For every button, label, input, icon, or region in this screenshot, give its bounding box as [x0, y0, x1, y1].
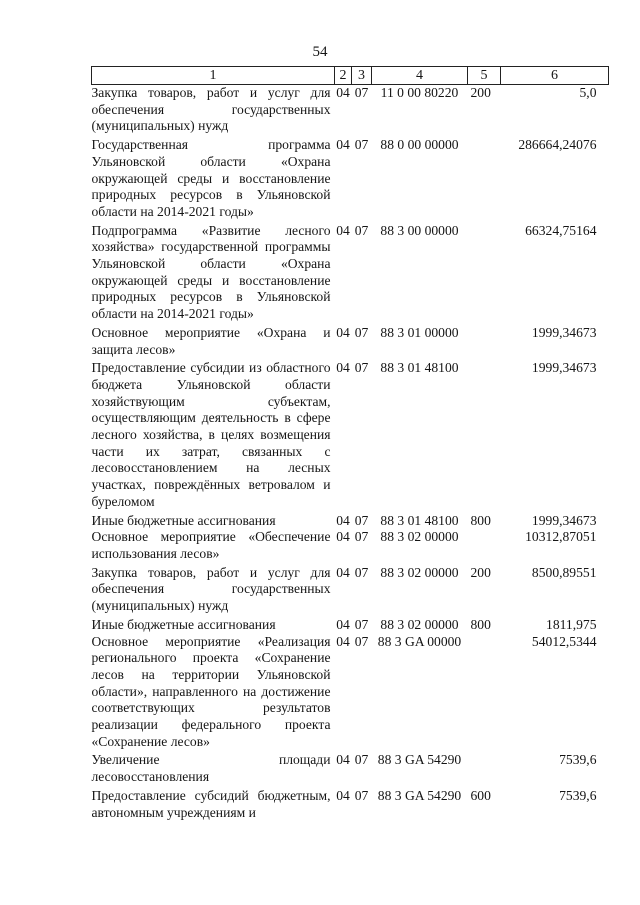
header-cell: 6: [501, 67, 609, 85]
row-name: Предоставление субсидии из областного бюджета Ульяновской области хозяйствующим субъектам, осуществляющим деятельность в сфере лесного хозяйства, в целях возмещения части их затрат, связанных с лесовосстановлением на лесных участках, повреждённых ветровалом и буреломом: [91, 360, 331, 509]
header-cell: 4: [372, 67, 468, 85]
row-name: Иные бюджетные ассигнования: [91, 616, 276, 632]
row-target-article: 88 3 02 00000: [380, 616, 459, 632]
row-section: 04: [336, 633, 350, 649]
row-name: Закупка товаров, работ и услуг для обеспечения государственных (муниципальных) нужд: [91, 564, 331, 614]
row-name: Предоставление субсидий бюджетным, автономным учреждениям и: [91, 787, 331, 820]
row-amount: 7539,6: [559, 787, 597, 803]
row-subsection: 07: [354, 360, 369, 376]
row-amount: 7539,6: [559, 752, 597, 768]
row-name: Увеличение площади лесовосстановления: [91, 752, 331, 785]
row-amount: 8500,89551: [531, 564, 597, 580]
row-target-article: 88 3 GA 00000: [377, 633, 462, 649]
table-row: [92, 752, 609, 787]
row-target-article: 88 3 00 00000: [380, 222, 459, 238]
row-name: Основное мероприятие «Охрана и защита лесов»: [91, 324, 331, 357]
row-amount: 54012,5344: [531, 633, 597, 649]
row-subsection: 07: [354, 529, 369, 545]
row-expense-type: [468, 137, 501, 223]
table-row: [92, 325, 609, 360]
row-subsection: 07: [354, 324, 369, 340]
row-expense-type: 200: [470, 564, 491, 580]
row-section: 04: [336, 564, 350, 580]
row-amount: 1999,34673: [531, 360, 597, 376]
row-target-article: 88 3 01 48100: [380, 360, 459, 376]
row-target-article: 88 0 00 00000: [380, 137, 459, 153]
row-name: Государственная программа Ульяновской области «Охрана окружающей среды и восстановление природных ресурсов в Ульяновской области на 2014-2021 годы»: [91, 137, 331, 219]
row-name: Основное мероприятие «Обеспечение использования лесов»: [91, 529, 331, 561]
header-cell: 3: [352, 67, 372, 85]
header-cell: 1: [92, 67, 335, 85]
row-amount: 286664,24076: [518, 137, 597, 153]
row-section: 04: [336, 752, 350, 768]
budget-table: [91, 66, 609, 821]
row-amount: 66324,75164: [525, 222, 597, 238]
row-subsection: 07: [354, 512, 369, 528]
row-subsection: 07: [354, 752, 369, 768]
table-row: [92, 617, 609, 634]
row-target-article: 88 3 02 00000: [380, 529, 459, 545]
row-section: 04: [336, 512, 350, 528]
table-row: [92, 634, 609, 753]
row-target-article: 88 3 01 00000: [380, 324, 459, 340]
row-expense-type: 800: [470, 512, 491, 528]
row-expense-type: 800: [470, 616, 491, 632]
header-row: [92, 67, 609, 85]
row-target-article: 88 3 GA 54290: [377, 787, 462, 803]
row-target-article: 88 3 01 48100: [380, 512, 459, 528]
row-expense-type: [468, 634, 501, 753]
table-row: [92, 137, 609, 223]
row-subsection: 07: [354, 85, 369, 100]
row-subsection: 07: [354, 137, 369, 153]
table-row: [92, 513, 609, 530]
row-section: 04: [336, 787, 350, 803]
row-name: Закупка товаров, работ и услуг для обеспечения государственных (муниципальных) нужд: [91, 85, 331, 134]
row-amount: 1999,34673: [531, 324, 597, 340]
row-subsection: 07: [354, 222, 369, 238]
row-section: 04: [336, 222, 350, 238]
row-amount: 10312,87051: [525, 529, 597, 545]
row-section: 04: [336, 85, 350, 100]
row-amount: 5,0: [579, 85, 597, 100]
row-expense-type: 200: [470, 85, 491, 100]
table-row: [92, 565, 609, 617]
table-row: [92, 85, 609, 138]
row-name: Подпрограмма «Развитие лесного хозяйства» государственной программы Ульяновской области «Охрана окружающей среды и восстановление природных ресурсов в Ульяновской области на 2014-2021 годы»: [91, 222, 331, 322]
row-section: 04: [336, 137, 350, 153]
table-row: [92, 223, 609, 325]
header-cell: 2: [335, 67, 352, 85]
page-number: 54: [312, 44, 328, 60]
row-target-article: 88 3 02 00000: [380, 564, 459, 580]
row-section: 04: [336, 324, 350, 340]
table-row: [92, 529, 609, 564]
row-subsection: 07: [354, 787, 369, 803]
row-amount: 1999,34673: [531, 512, 597, 528]
row-expense-type: [468, 752, 501, 787]
row-section: 04: [336, 529, 350, 545]
row-target-article: 11 0 00 80220: [380, 85, 459, 100]
row-expense-type: [468, 360, 501, 512]
row-expense-type: [468, 529, 501, 564]
header-cell: 5: [468, 67, 501, 85]
row-section: 04: [336, 616, 350, 632]
row-section: 04: [336, 360, 350, 376]
table-row: [92, 360, 609, 512]
row-subsection: 07: [354, 616, 369, 632]
row-expense-type: [468, 223, 501, 325]
row-expense-type: 600: [470, 787, 491, 803]
row-expense-type: [468, 325, 501, 360]
row-subsection: 07: [354, 633, 369, 649]
row-target-article: 88 3 GA 54290: [377, 752, 462, 768]
row-name: Основное мероприятие «Реализация регионального проекта «Сохранение лесов на территории Ульяновской области», направленного на достижение соответствующих результатов реализации федерального проекта «Сохранение лесов»: [91, 633, 331, 749]
row-name: Иные бюджетные ассигнования: [91, 512, 276, 528]
row-amount: 1811,975: [546, 616, 597, 632]
row-subsection: 07: [354, 564, 369, 580]
table-row: [92, 788, 609, 821]
